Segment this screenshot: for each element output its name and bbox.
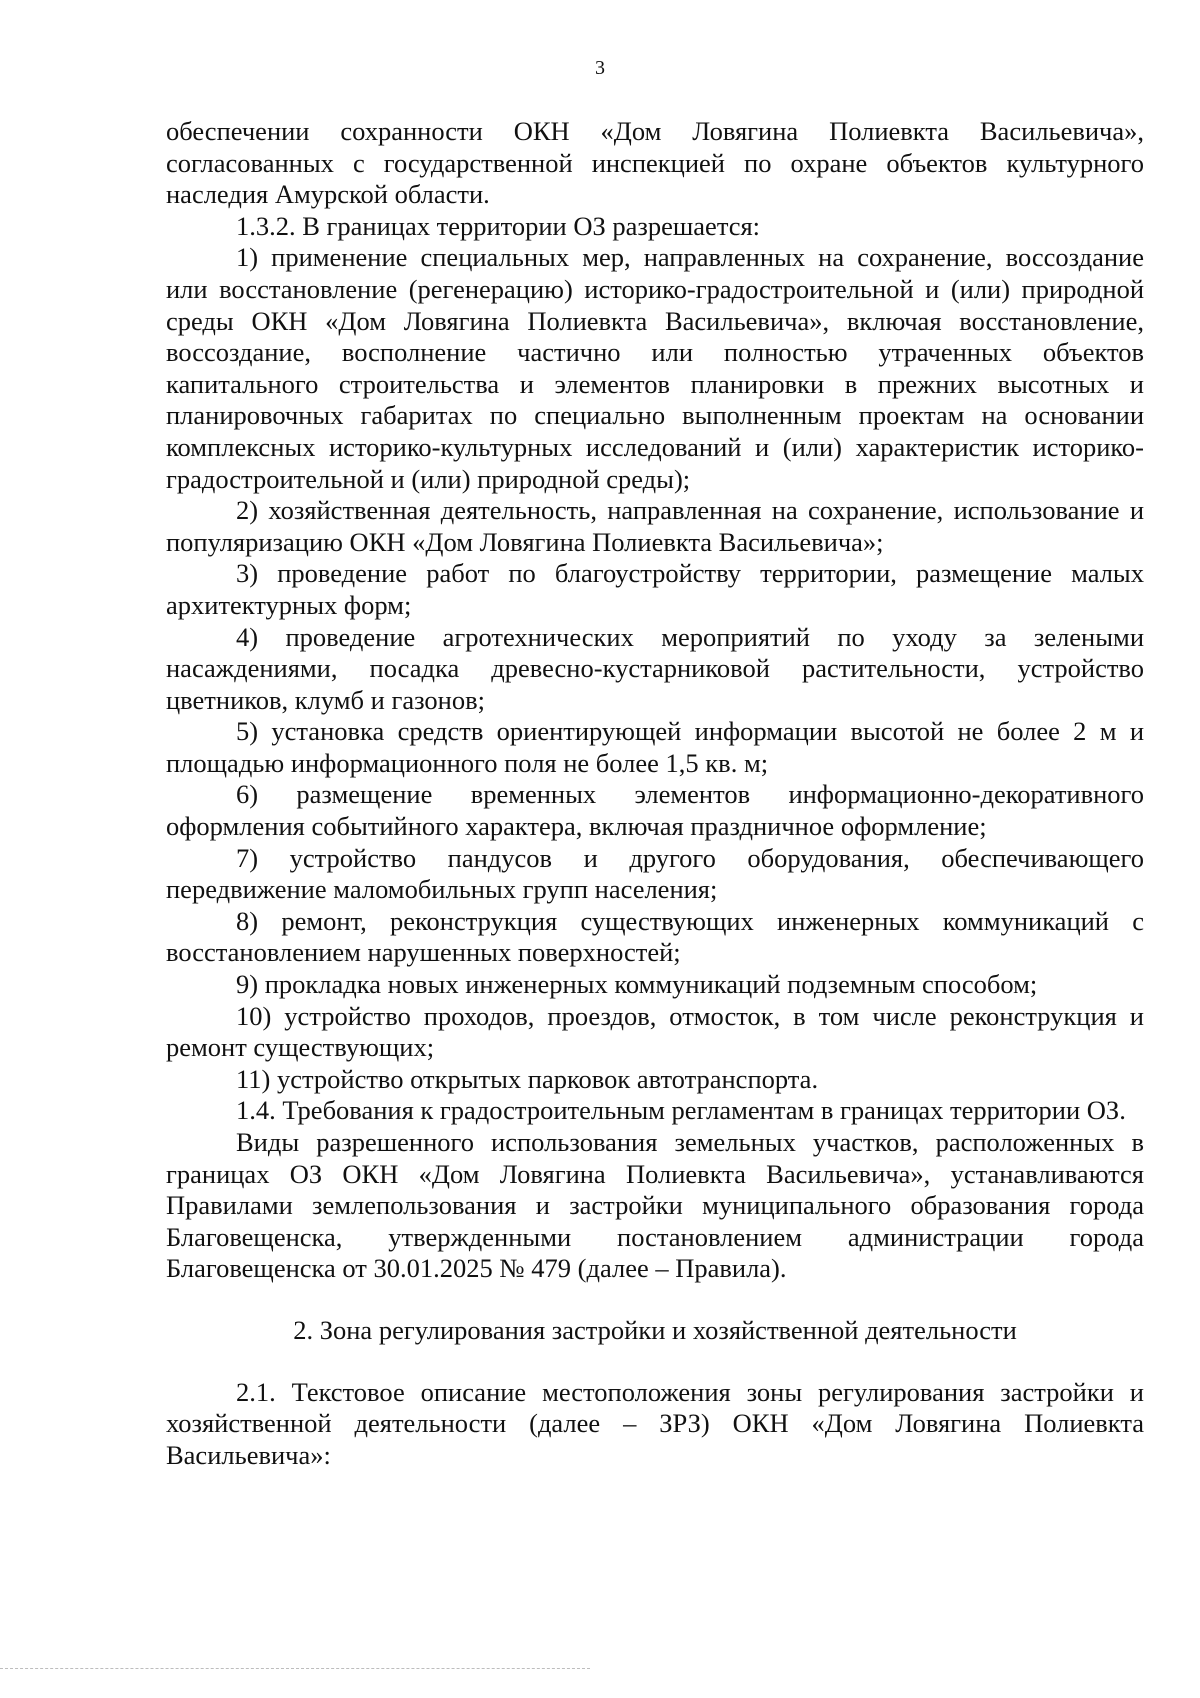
list-item-11: 11) устройство открытых парковок автотранспорта.	[236, 1063, 819, 1094]
section-heading: 2. Зона регулирования застройки и хозяйственной деятельности	[293, 1314, 1017, 1345]
list-item-1: 1) применение специальных мер, направленных на сохранение, воссоздание или восстановление (регенерацию) историко-градостроительной и (или) природной среды ОКН «Дом Ловягина Полиевкта Васильевича», включая восстановление, воссоздание, восполнение частично или полностью утраченных объектов капитального строительства и элементов планировки в прежних высотных и планировочных габаритах по специально выполненным проектам на основании комплексных историко-культурных исследований и (или) характеристик историко-градостроительной и (или) природной среды);	[166, 242, 1144, 494]
paragraph-permitted-use: Виды разрешенного использования земельных участков, расположенных в границах ОЗ ОКН «Дом Ловягина Полиевкта Васильевича», устанавливаются Правилами землепользования и застройки муниципального образования города Благовещенска, утвержденными постановлением администрации города Благовещенска от 30.01.2025 № 479 (далее – Правила).	[166, 1127, 1144, 1284]
list-item-9: 9) прокладка новых инженерных коммуникаций подземным способом;	[236, 969, 1038, 1000]
paragraph-continuation: обеспечении сохранности ОКН «Дом Ловягина Полиевкта Васильевича», согласованных с государственной инспекцией по охране объектов культурного наследия Амурской области.	[166, 116, 1144, 210]
list-item-5: 5) установка средств ориентирующей информации высотой не более 2 м и площадью информационного поля не более 1,5 кв. м;	[166, 716, 1144, 778]
paragraph-1-3-2: 1.3.2. В границах территории ОЗ разрешается:	[236, 210, 761, 241]
list-item-6: 6) размещение временных элементов информационно-декоративного оформления событийного характера, включая праздничное оформление;	[166, 779, 1144, 842]
page-number: 3	[595, 57, 605, 79]
list-item-8: 8) ремонт, реконструкция существующих инженерных коммуникаций с восстановлением нарушенных поверхностей;	[166, 905, 1144, 968]
list-item-7: 7) устройство пандусов и другого оборудования, обеспечивающего передвижение маломобильных групп населения;	[166, 842, 1144, 905]
document-body	[166, 116, 1144, 1471]
paragraph-2-1: 2.1. Текстовое описание местоположения зоны регулирования застройки и хозяйственной деятельности (далее – ЗРЗ) ОКН «Дом Ловягина Полиевкта Васильевича»:	[166, 1376, 1144, 1470]
paragraph-1-4: 1.4. Требования к градостроительным регламентам в границах территории ОЗ.	[236, 1095, 1126, 1126]
scan-artifact-line	[0, 1668, 590, 1669]
list-item-3: 3) проведение работ по благоустройству территории, размещение малых архитектурных форм;	[166, 558, 1144, 620]
list-item-2: 2) хозяйственная деятельность, направленная на сохранение, использование и популяризацию ОКН «Дом Ловягина Полиевкта Васильевича»;	[166, 495, 1144, 557]
list-item-4: 4) проведение агротехнических мероприятий по уходу за зелеными насаждениями, посадка древесно-кустарниковой растительности, устройство цветников, клумб и газонов;	[166, 621, 1144, 715]
list-item-10: 10) устройство проходов, проездов, отмосток, в том числе реконструкция и ремонт существующих;	[166, 1000, 1144, 1063]
